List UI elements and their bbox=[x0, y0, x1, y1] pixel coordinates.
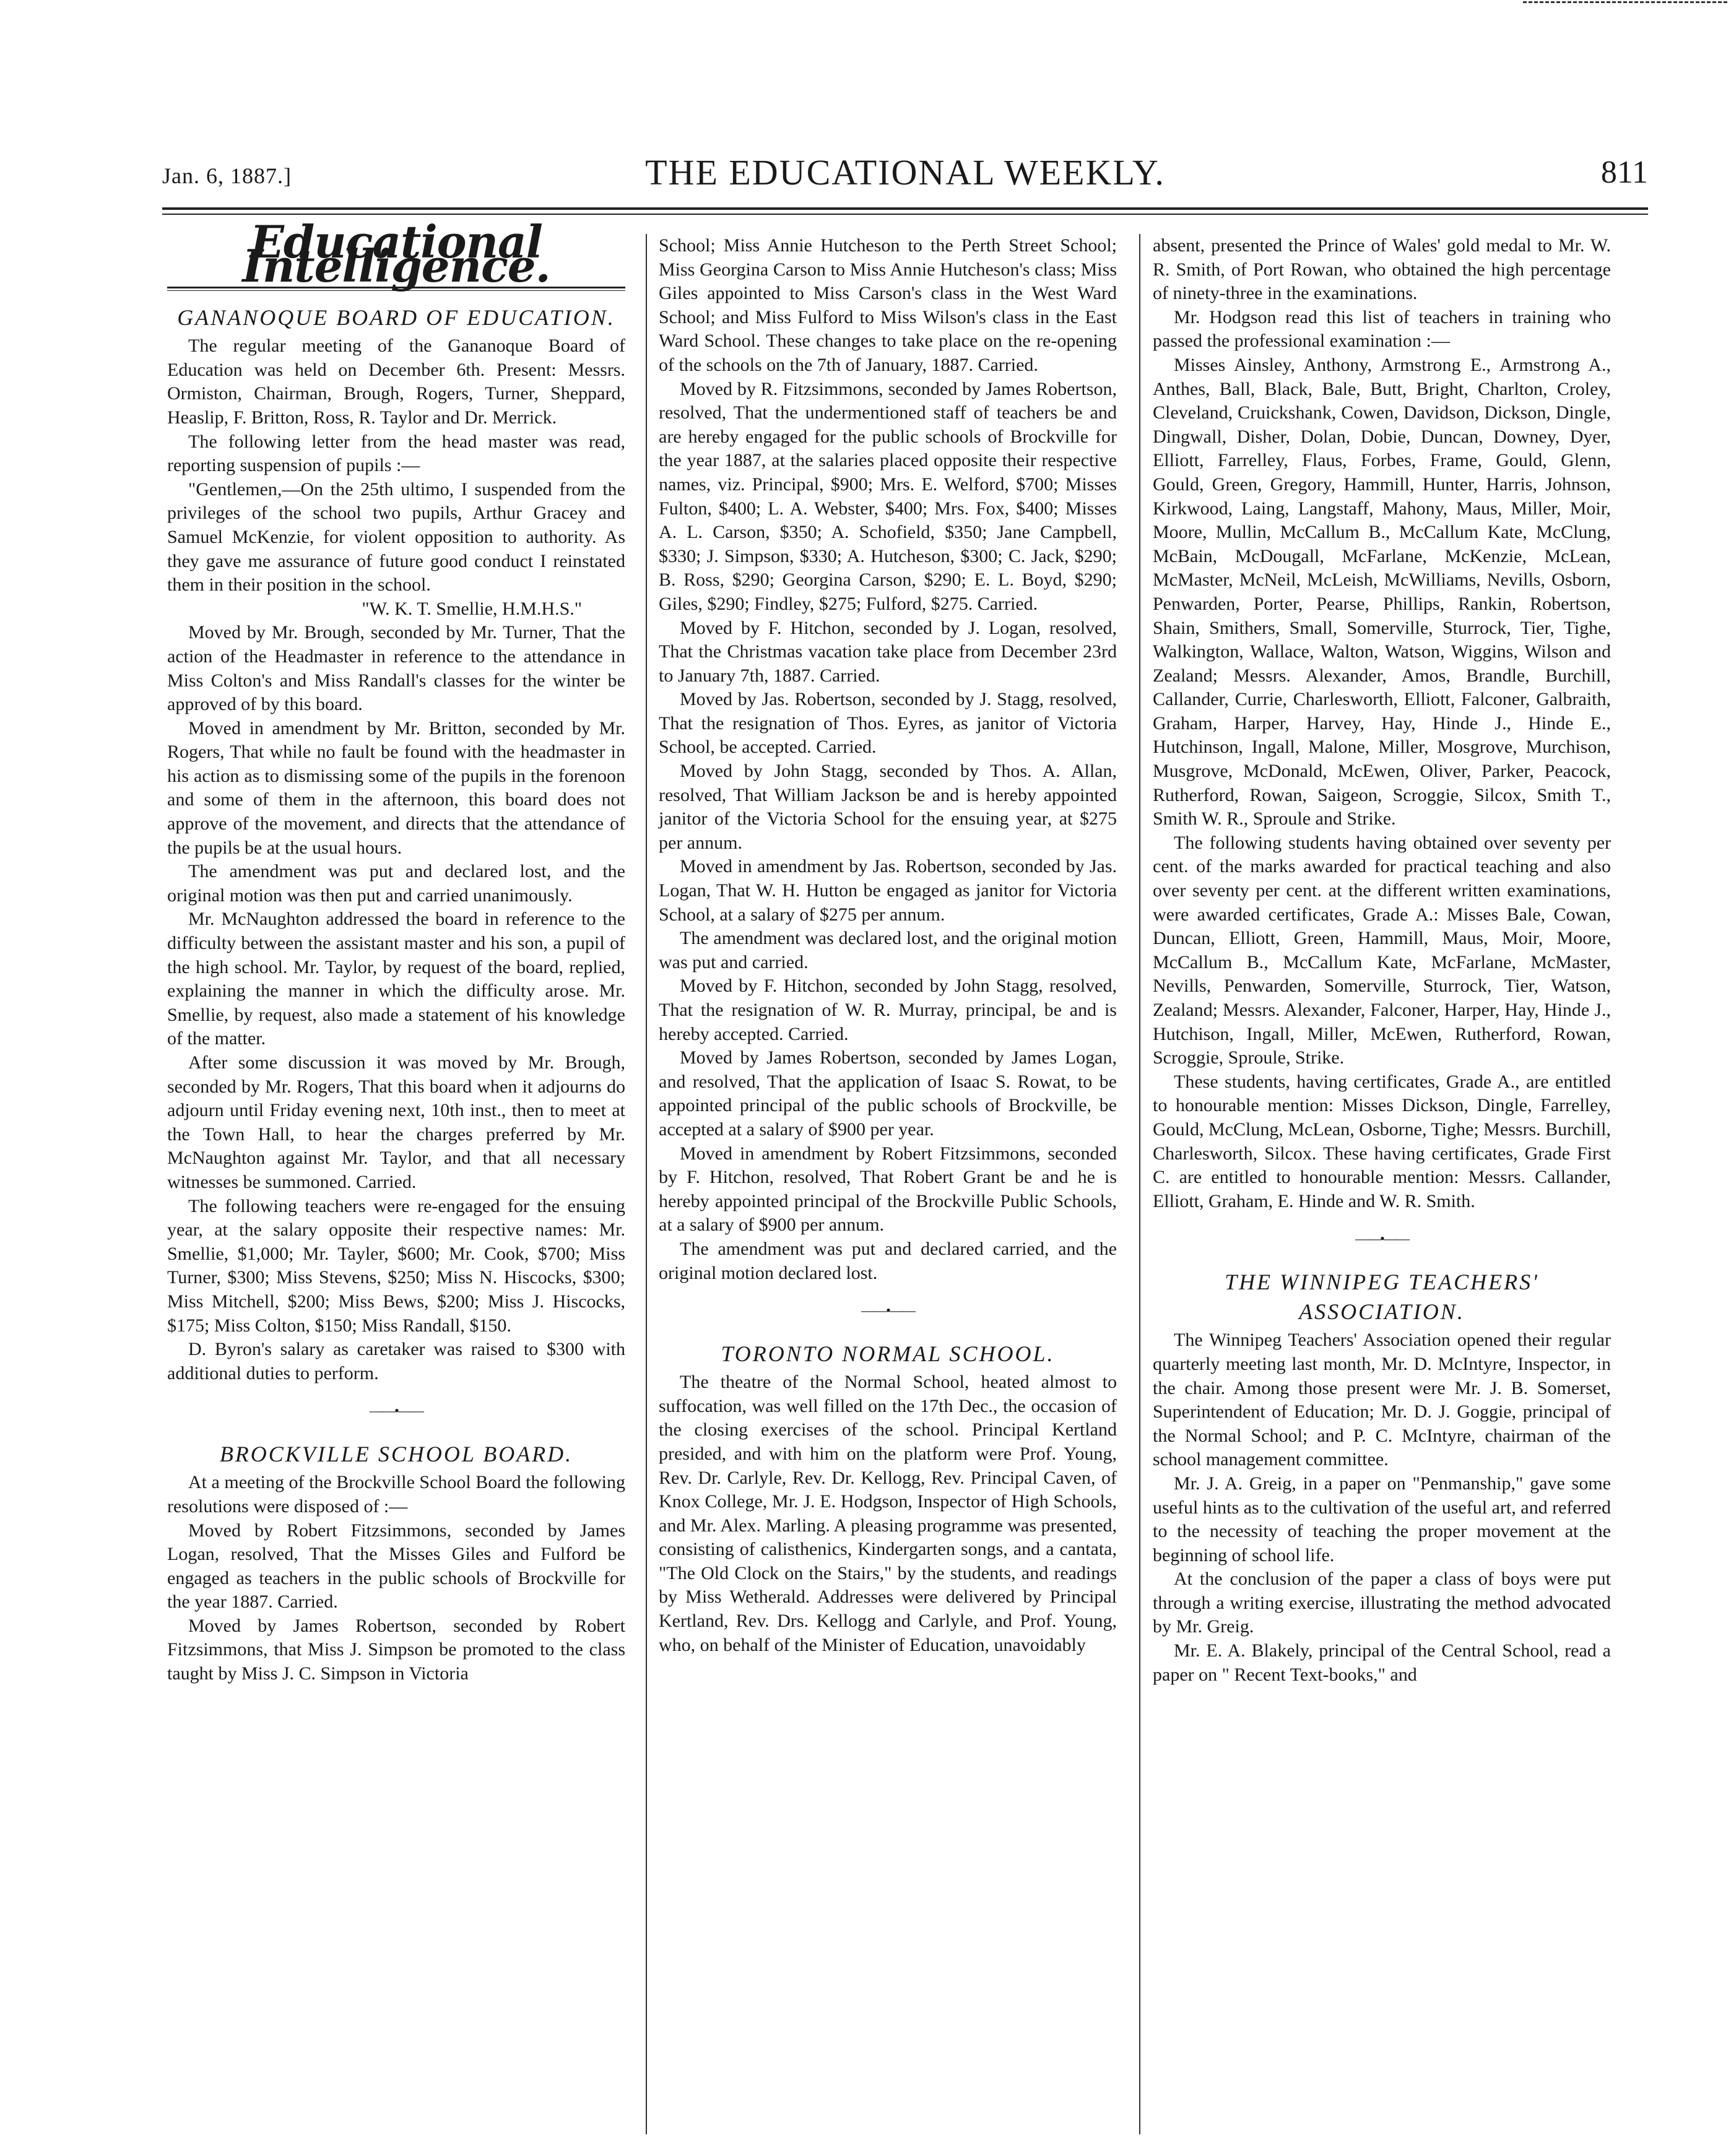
column-1 bbox=[167, 215, 625, 1686]
letter-signature: "W. K. T. Smellie, H.M.H.S." bbox=[362, 598, 582, 619]
article-paragraph: Moved in amendment by Jas. Robertson, seconded by Jas. Logan, That W. H. Hutton be engaged as janitor for Victoria School, at a salary of $275 per annum. bbox=[659, 856, 1117, 925]
section-ornament: ——•—— bbox=[861, 1302, 914, 1318]
article-paragraph: The following letter from the head master was read, reporting suspension of pupils :— bbox=[167, 431, 625, 476]
article-paragraph: Moved by Jas. Robertson, seconded by J. Stagg, resolved, That the resignation of Thos. Eyres, as janitor of Victoria School, be accepted. Carried. bbox=[659, 689, 1117, 758]
article-paragraph: School; Miss Annie Hutcheson to the Perth Street School; Miss Georgina Carson to Miss Annie Hutcheson's class; Miss Giles appointed to Miss Carson's class in the West Ward School; and Miss Fulford to Miss Wilson's class in the East Ward School. These changes to take place on the re-opening of the schools on the 7th of January, 1887. Carried. bbox=[659, 235, 1117, 375]
toronto-heading: TORONTO NORMAL SCHOOL. bbox=[721, 1341, 1055, 1367]
header-rule-bottom bbox=[162, 214, 1648, 215]
article-paragraph: The amendment was put and declared lost, and the original motion was then put and carried unanimously. bbox=[167, 861, 625, 906]
winnipeg-heading-line1: THE WINNIPEG TEACHERS' bbox=[1225, 1270, 1539, 1295]
article-paragraph: Moved by R. Fitzsimmons, seconded by James Robertson, resolved, That the undermentioned staff of teachers be and are hereby engaged for the public schools of Brockville for the year 1887, at the salaries placed opposite their respective names, viz. Principal, $900; Mrs. E. Welford, $700; Misses Fulton, $400; L. A. Webster, $400; Mrs. Fox, $400; Misses A. L. Carson, $350; A. Schofield, $350; Jane Campbell, $330; J. Simpson, $330; A. Hutcheson, $300; C. Jack, $290; B. Ross, $290; Georgina Carson, $290; E. L. Boyd, $290; Giles, $290; Findley, $275; Fulford, $275. Carried. bbox=[659, 378, 1117, 614]
article-paragraph: These students, having certificates, Grade A., are entitled to honourable mention: Misses Dickson, Dingle, Farrelley, Gould, McClung, McLean, Osborne, Tighe; Messrs. Burchill, Charlesworth, Silcox. These having certificates, Grade First C. are entitled to honourable mention: Messrs. Callander, Elliott, Graham, E. Hinde and W. R. Smith. bbox=[1153, 1071, 1611, 1211]
article-paragraph: Moved in amendment by Robert Fitzsimmons, seconded by F. Hitchon, resolved, That Robert Grant be and he is hereby appointed principal of the Brockville Public Schools, at a salary of $900 per annum. bbox=[659, 1143, 1117, 1236]
article-paragraph: The theatre of the Normal School, heated almost to suffocation, was well filled on the 17th Dec., the occasion of the closing exercises of the school. Principal Kertland presided, and with him on the platform were Prof. Young, Rev. Dr. Carlyle, Rev. Dr. Kellogg, Rev. Principal Caven, of Knox College, Mr. J. E. Hodgson, Inspector of High Schools, and Mr. Alex. Marling. A pleasing programme was presented, consisting of calisthenics, Kindergarten songs, and a cantata, "The Old Clock on the Stairs," by the students, and readings by Miss Wetherald. Addresses were delivered by Principal Kertland, Rev. Drs. Kellogg and Carlyle, and Prof. Young, who, on behalf of the Minister of Education, unavoidably bbox=[659, 1372, 1117, 1655]
article-paragraph: Mr. McNaughton addressed the board in reference to the difficulty between the assistant master and his son, a pupil of the high school. Mr. Taylor, by request of the board, replied, explaining the manner in which the difficulty arose. Mr. Smellie, by request, also made a statement of his knowledge of the matter. bbox=[167, 909, 625, 1049]
section-ornament: ——•—— bbox=[370, 1403, 423, 1419]
column-3 bbox=[1153, 234, 1611, 1687]
article-paragraph: Moved by James Robertson, seconded by James Logan, and resolved, That the application of Isaac S. Rowat, to be appointed principal of the public schools of Brockville, be accepted at a salary of $900 per year. bbox=[659, 1047, 1117, 1140]
article-paragraph: D. Byron's salary as caretaker was raised to $300 with additional duties to perform. bbox=[167, 1339, 625, 1383]
article-paragraph: Moved in amendment by Mr. Britton, seconded by Mr. Rogers, That while no fault be found with the headmaster in his action as to dismissing some of the pupils in the forenoon and some of them in the afternoon, this board does not approve of the movement, and directs that the attendance of the pupils be at the usual hours. bbox=[167, 717, 625, 858]
page-number: 811 bbox=[1600, 155, 1648, 190]
article-paragraph: The following teachers were re-engaged for the ensuing year, at the salary opposite their respective names: Mr. Smellie, $1,000; Mr. Tayler, $600; Mr. Cook, $700; Miss Turner, $300; Miss Stevens, $250; Miss N. Hiscocks, $300; Miss Mitchell, $200; Miss Bews, $200; Miss J. Hiscocks, $175; Miss Colton, $150; Miss Randall, $150. bbox=[167, 1195, 625, 1336]
article-paragraph: Moved by John Stagg, seconded by Thos. A. Allan, resolved, That William Jackson be and is hereby appointed janitor of the Victoria School for the ensuing year, at $275 per annum. bbox=[659, 761, 1117, 853]
gananoque-heading: GANANOQUE BOARD OF EDUCATION. bbox=[177, 305, 615, 331]
scan-corner-mark bbox=[1523, 1, 1727, 11]
article-paragraph: The amendment was put and declared carried, and the original motion declared lost. bbox=[659, 1238, 1117, 1283]
article-paragraph: The amendment was declared lost, and the original motion was put and carried. bbox=[659, 928, 1117, 972]
column-divider-2 bbox=[1139, 234, 1140, 2134]
name-list-paragraph: Misses Ainsley, Anthony, Armstrong E., Armstrong A., Anthes, Ball, Black, Bale, Butt, Bright, Charlton, Croley, Cleveland, Cruickshank, Cowen, Davidson, Dickson, Dingle, Dingwall, Disher, Dolan, Dobie, Duncan, Downey, Dyer, Elliott, Farrelley, Flaus, Forbes, Frame, Gould, Glenn, Gould, Green, Gregory, Hammill, Hunter, Harris, Johnson, Kirkwood, Laing, Langstaff, Mahony, Maus, Miller, Moir, Moore, Mullin, McCallum B., McCallum Kate, McClung, McBain, McDougall, McFarlane, McKenzie, McLean, McMaster, McNeil, McLeish, McWilliams, Nevills, Osborn, Penwarden, Porter, Pearse, Phillips, Rankin, Robertson, Shain, Smithers, Small, Somerville, Sturrock, Tier, Tighe, Walkington, Wallace, Walton, Watson, Wiggins, Wilson and Zealand; Messrs. Alexander, Amos, Brandle, Burchill, Callander, Currie, Charlesworth, Elliott, Falconer, Galbraith, Graham, Harper, Harvey, Hay, Hinde J., Hinde E., Hutchinson, Ingall, Malone, Miller, Mosgrove, Murchison, Musgrove, McDonald, McEwen, Oliver, Parker, Peacock, Rutherford, Rowan, Saigeon, Scroggie, Silcox, Smith T., Smith W. R., Sproule and Strike. bbox=[1153, 354, 1611, 829]
article-paragraph: Mr. E. A. Blakely, principal of the Central School, read a paper on " Recent Text-books," and bbox=[1153, 1640, 1611, 1685]
article-paragraph: After some discussion it was moved by Mr. Brough, seconded by Mr. Rogers, That this board when it adjourns do adjourn until Friday evening next, 10th inst., then to meet at the Town Hall, to hear the charges preferred by Mr. McNaughton against Mr. Taylor, and that all necessary witnesses be summoned. Carried. bbox=[167, 1052, 625, 1192]
department-title: Educational Intelligence. bbox=[242, 215, 550, 292]
article-paragraph: Moved by F. Hitchon, seconded by J. Logan, resolved, That the Christmas vacation take place from December 23rd to January 7th, 1887. Carried. bbox=[659, 617, 1117, 686]
header-rule-top bbox=[162, 207, 1648, 210]
article-paragraph: Moved by Robert Fitzsimmons, seconded by James Logan, resolved, That the Misses Giles and Fulford be engaged as teachers in the public schools of Brockville for the year 1887. Carried. bbox=[167, 1520, 625, 1613]
section-ornament: ——•—— bbox=[1355, 1231, 1408, 1247]
issue-date: Jan. 6, 1887.] bbox=[162, 163, 292, 188]
article-paragraph: Mr. Hodgson read this list of teachers in training who passed the professional examination :— bbox=[1153, 306, 1611, 352]
article-paragraph: At a meeting of the Brockville School Board the following resolutions were disposed of :— bbox=[167, 1472, 625, 1517]
article-paragraph: absent, presented the Prince of Wales' gold medal to Mr. W. R. Smith, of Port Rowan, who obtained the high percentage of ninety-three in the examinations. bbox=[1153, 235, 1611, 304]
article-paragraph: Moved by F. Hitchon, seconded by John Stagg, resolved, That the resignation of W. R. Murray, principal, be and is hereby accepted. Carried. bbox=[659, 976, 1117, 1044]
letter-paragraph: "Gentlemen,—On the 25th ultimo, I suspended from the privileges of the school two pupils, Arthur Gracey and Samuel McKenzie, for violent opposition to authority. As they gave me assurance of future good conduct I reinstated them in their position in the school. bbox=[167, 478, 625, 595]
running-head bbox=[162, 152, 1648, 195]
article-paragraph: The following students having obtained over seventy per cent. of the marks awarded for practical teaching and also over seventy per cent. at the different written examinations, were awarded certificates, Grade A.: Misses Bale, Cowan, Duncan, Elliott, Green, Hammill, Maus, Moir, Moore, McCallum B., McCallum Kate, McFarlane, McMaster, Nevills, Penwarden, Somerville, Sturrock, Tier, Watson, Zealand; Messrs. Alexander, Falconer, Harper, Hay, Hinde J., Hutchison, Ingall, Miller, McEwen, Rutherford, Rowan, Scroggie, Sproule, Strike. bbox=[1153, 832, 1611, 1068]
article-paragraph: Mr. J. A. Greig, in a paper on "Penmanship," gave some useful hints as to the cultivation of the useful art, and referred to the necessity of teaching the proper movement at the beginning of school life. bbox=[1153, 1473, 1611, 1565]
article-paragraph: The Winnipeg Teachers' Association opened their regular quarterly meeting last month, Mr. D. McIntyre, Inspector, in the chair. Among those present were Mr. J. B. Somerset, Superintendent of Education; Mr. D. J. Goggie, principal of the Normal School; and P. C. McIntyre, chairman of the school management committee. bbox=[1153, 1330, 1611, 1470]
article-paragraph: The regular meeting of the Gananoque Board of Education was held on December 6th. Present: Messrs. Ormiston, Chairman, Brough, Rogers, Turner, Sheppard, Heaslip, F. Britton, Ross, R. Taylor and Dr. Merrick. bbox=[167, 336, 625, 428]
brockville-heading: BROCKVILLE SCHOOL BOARD. bbox=[219, 1442, 573, 1467]
article-paragraph: Moved by Mr. Brough, seconded by Mr. Turner, That the action of the Headmaster in reference to the attendance in Miss Colton's and Miss Randall's classes for the winter be approved of by this board. bbox=[167, 622, 625, 715]
column-divider-1 bbox=[646, 234, 647, 2134]
publication-title: THE EDUCATIONAL WEEKLY. bbox=[645, 152, 1165, 193]
column-2 bbox=[659, 234, 1117, 1657]
article-paragraph: At the conclusion of the paper a class of boys were put through a writing exercise, illustrating the method advocated by Mr. Greig. bbox=[1153, 1569, 1611, 1637]
article-paragraph: Moved by James Robertson, seconded by Robert Fitzsimmons, that Miss J. Simpson be promoted to the class taught by Miss J. C. Simpson in Victoria bbox=[167, 1615, 625, 1684]
winnipeg-heading-line2: ASSOCIATION. bbox=[1299, 1299, 1465, 1325]
